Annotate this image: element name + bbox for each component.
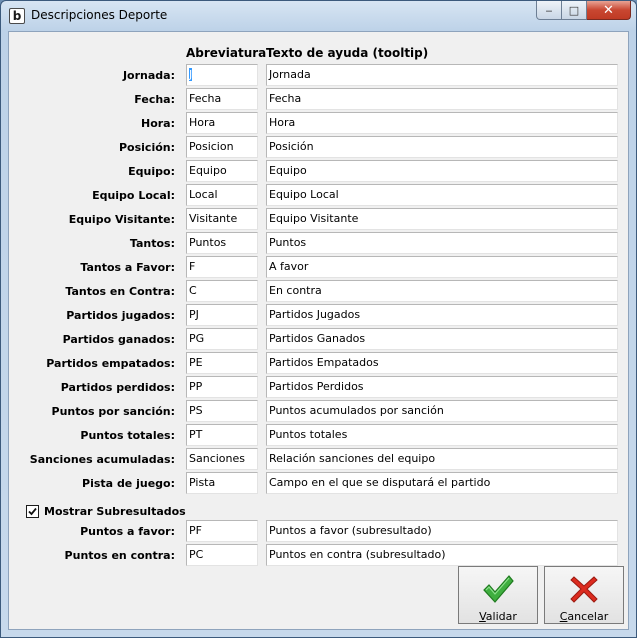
- validate-button-label: Validar: [479, 610, 517, 623]
- subrow-label: Puntos a favor:: [80, 525, 175, 538]
- row-abbreviation-input[interactable]: [186, 448, 258, 470]
- row-abbreviation-value: PP: [189, 380, 203, 393]
- row-label: Posición:: [118, 141, 175, 154]
- row-abbreviation-input[interactable]: [186, 328, 258, 350]
- row-help-text-value: Equipo Local: [269, 188, 339, 201]
- row-abbreviation-value: J: [189, 68, 193, 81]
- cross-icon: [568, 573, 600, 605]
- row-help-text-value: Posición: [269, 140, 314, 153]
- row-help-text-value: Puntos: [269, 236, 307, 249]
- row-abbreviation-value: Sanciones: [189, 452, 245, 465]
- subrow-help-text-input[interactable]: [266, 544, 618, 566]
- dialog-body: [8, 31, 629, 630]
- row-abbreviation-value: Puntos: [189, 236, 227, 249]
- row-help-text-input[interactable]: [266, 472, 618, 494]
- row-label: Fecha:: [134, 93, 175, 106]
- row-label: Sanciones acumuladas:: [29, 453, 175, 466]
- row-help-text-value: Puntos acumulados por sanción: [269, 404, 444, 417]
- row-help-text-input[interactable]: [266, 256, 618, 278]
- row-help-text-value: Jornada: [269, 68, 311, 81]
- subrow-help-text-input[interactable]: [266, 520, 618, 542]
- row-help-text-input[interactable]: [266, 136, 618, 158]
- subrow-help-text-value: Puntos en contra (subresultado): [269, 548, 446, 561]
- row-label: Tantos:: [129, 237, 175, 250]
- row-label: Partidos empatados:: [46, 357, 175, 370]
- row-help-text-input[interactable]: [266, 64, 618, 86]
- row-label: Partidos perdidos:: [60, 381, 175, 394]
- row-abbreviation-value: C: [189, 284, 197, 297]
- row-abbreviation-input[interactable]: [186, 160, 258, 182]
- row-abbreviation-value: Fecha: [189, 92, 222, 105]
- checkmark-icon: [28, 507, 37, 516]
- checkmark-icon: [481, 573, 515, 605]
- row-help-text-input[interactable]: [266, 280, 618, 302]
- row-abbreviation-input[interactable]: [186, 304, 258, 326]
- row-label: Partidos jugados:: [66, 309, 175, 322]
- close-button[interactable]: [587, 1, 631, 20]
- row-help-text-value: Partidos Jugados: [269, 308, 361, 321]
- row-help-text-value: Puntos totales: [269, 428, 348, 441]
- row-abbreviation-value: PT: [189, 428, 203, 441]
- help-text-column-header: Texto de ayuda (tooltip): [266, 46, 429, 60]
- row-help-text-input[interactable]: [266, 112, 618, 134]
- row-help-text-value: Equipo: [269, 164, 307, 177]
- row-help-text-input[interactable]: [266, 88, 618, 110]
- row-abbreviation-input[interactable]: [186, 232, 258, 254]
- row-abbreviation-value: Equipo: [189, 164, 227, 177]
- row-help-text-value: En contra: [269, 284, 322, 297]
- row-abbreviation-input[interactable]: [186, 256, 258, 278]
- subrow-abbreviation-value: PC: [189, 548, 204, 561]
- app-icon: b: [9, 8, 25, 24]
- row-abbreviation-input[interactable]: [186, 208, 258, 230]
- window-title: Descripciones Deporte: [31, 8, 168, 22]
- window-controls: [536, 1, 631, 20]
- row-abbreviation-input[interactable]: [186, 424, 258, 446]
- row-help-text-input[interactable]: [266, 448, 618, 470]
- maximize-button[interactable]: [562, 1, 587, 20]
- row-help-text-input[interactable]: [266, 232, 618, 254]
- title-bar[interactable]: [1, 1, 636, 31]
- row-abbreviation-input[interactable]: [186, 376, 258, 398]
- row-abbreviation-input[interactable]: [186, 400, 258, 422]
- maximize-icon: □: [568, 3, 580, 17]
- row-abbreviation-input[interactable]: [186, 88, 258, 110]
- row-abbreviation-value: Hora: [189, 116, 216, 129]
- row-label: Partidos ganados:: [62, 333, 175, 346]
- row-abbreviation-input[interactable]: [186, 472, 258, 494]
- row-abbreviation-value: PG: [189, 332, 205, 345]
- row-label: Tantos en Contra:: [65, 285, 175, 298]
- row-label: Equipo:: [128, 165, 175, 178]
- row-help-text-input[interactable]: [266, 352, 618, 374]
- subresults-checkbox[interactable]: [26, 505, 39, 518]
- row-help-text-value: Fecha: [269, 92, 302, 105]
- row-abbreviation-input[interactable]: [186, 136, 258, 158]
- row-help-text-value: Relación sanciones del equipo: [269, 452, 436, 465]
- row-help-text-input[interactable]: [266, 160, 618, 182]
- row-help-text-input[interactable]: [266, 424, 618, 446]
- row-abbreviation-value: PE: [189, 356, 203, 369]
- row-help-text-input[interactable]: [266, 328, 618, 350]
- row-abbreviation-value: Visitante: [189, 212, 238, 225]
- subrow-help-text-value: Puntos a favor (subresultado): [269, 524, 432, 537]
- row-label: Hora:: [140, 117, 175, 130]
- subresults-checkbox-label: Mostrar Subresultados: [44, 504, 186, 518]
- row-help-text-value: Equipo Visitante: [269, 212, 359, 225]
- row-help-text-input[interactable]: [266, 184, 618, 206]
- row-label: Tantos a Favor:: [80, 261, 175, 274]
- subrow-abbreviation-input[interactable]: [186, 544, 258, 566]
- row-label: Puntos totales:: [80, 429, 175, 442]
- row-help-text-input[interactable]: [266, 304, 618, 326]
- row-abbreviation-input[interactable]: [186, 352, 258, 374]
- validate-button[interactable]: [458, 566, 538, 624]
- minimize-icon: ‒: [545, 3, 553, 17]
- subresults-toggle[interactable]: [26, 504, 186, 518]
- abbreviation-column-header: Abreviatura: [186, 46, 267, 60]
- row-help-text-input[interactable]: [266, 376, 618, 398]
- row-label: Jornada:: [122, 69, 175, 82]
- row-help-text-value: Partidos Empatados: [269, 356, 379, 369]
- row-label: Pista de juego:: [82, 477, 175, 490]
- row-help-text-input[interactable]: [266, 400, 618, 422]
- row-abbreviation-input[interactable]: [186, 112, 258, 134]
- row-abbreviation-value: PJ: [189, 308, 199, 321]
- row-abbreviation-value: Local: [189, 188, 218, 201]
- row-label: Equipo Visitante:: [68, 213, 175, 226]
- subrow-abbreviation-value: PF: [189, 524, 202, 537]
- row-abbreviation-input[interactable]: [186, 280, 258, 302]
- subrow-label: Puntos en contra:: [64, 549, 175, 562]
- subrow-abbreviation-input[interactable]: [186, 520, 258, 542]
- row-help-text-value: A favor: [269, 260, 309, 273]
- row-help-text-value: Partidos Ganados: [269, 332, 366, 345]
- row-help-text-value: Campo en el que se disputará el partido: [269, 476, 491, 489]
- row-help-text-input[interactable]: [266, 208, 618, 230]
- cancel-button-label: Cancelar: [559, 610, 609, 623]
- row-label: Puntos por sanción:: [51, 405, 175, 418]
- minimize-button[interactable]: [536, 1, 562, 20]
- row-abbreviation-value: PS: [189, 404, 203, 417]
- row-abbreviation-value: Pista: [189, 476, 216, 489]
- row-abbreviation-value: F: [189, 260, 196, 273]
- close-icon: ✕: [603, 2, 614, 18]
- row-abbreviation-value: Posicion: [189, 140, 234, 153]
- cancel-button[interactable]: [544, 566, 624, 624]
- row-help-text-value: Partidos Perdidos: [269, 380, 364, 393]
- row-abbreviation-input[interactable]: [186, 64, 258, 86]
- row-label: Equipo Local:: [92, 189, 175, 202]
- row-help-text-value: Hora: [269, 116, 296, 129]
- row-abbreviation-input[interactable]: [186, 184, 258, 206]
